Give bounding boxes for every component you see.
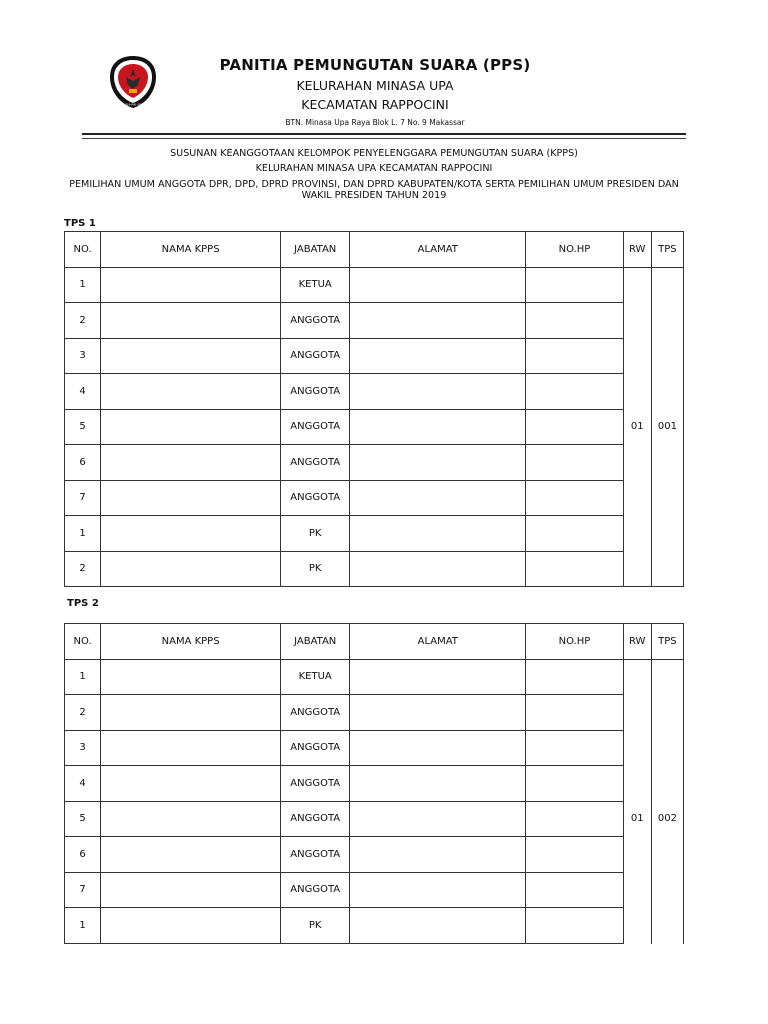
cell-alamat (350, 267, 526, 303)
cell-nama-kpps (101, 872, 281, 908)
cell-no: 2 (65, 695, 101, 731)
cell-nama-kpps (101, 338, 281, 374)
table-row (65, 730, 684, 766)
table-header-row (65, 624, 684, 660)
cell-rw: 01 (623, 267, 651, 587)
table-row (65, 267, 684, 303)
cell-alamat (350, 837, 526, 873)
cell-no: 1 (65, 659, 101, 695)
cell-nama-kpps (101, 303, 281, 339)
cell-jabatan: KETUA (281, 659, 350, 695)
cell-alamat (350, 374, 526, 410)
cell-no: 3 (65, 730, 101, 766)
cell-no-hp (526, 908, 623, 944)
col-nama-kpps-header: NAMA KPPS (101, 232, 281, 268)
cell-no-hp (526, 801, 623, 837)
table-header-row (65, 232, 684, 268)
cell-alamat (350, 551, 526, 587)
cell-no-hp (526, 409, 623, 445)
cell-alamat (350, 695, 526, 731)
tps-label: TPS 2 (67, 598, 99, 609)
cell-no-hp (526, 480, 623, 516)
cell-alamat (350, 338, 526, 374)
cell-nama-kpps (101, 730, 281, 766)
document-election-title: PEMILIHAN UMUM ANGGOTA DPR, DPD, DPRD PROVINSI, DAN DPRD KABUPATEN/KOTA SERTA PEMILIHAN UMUM PRESIDEN DAN WAKIL PRESIDEN TAHUN 2019 (69, 179, 679, 201)
col-tps-header: TPS (651, 624, 683, 660)
cell-jabatan: ANGGOTA (281, 730, 350, 766)
col-nama-kpps-header: NAMA KPPS (101, 624, 281, 660)
cell-alamat (350, 480, 526, 516)
cell-jabatan: ANGGOTA (281, 766, 350, 802)
cell-jabatan: PK (281, 516, 350, 552)
col-tps-header: TPS (651, 232, 683, 268)
letterhead-kecamatan: KECAMATAN RAPPOCINI (301, 97, 449, 112)
cell-no-hp (526, 551, 623, 587)
cell-nama-kpps (101, 659, 281, 695)
col-alamat-header: ALAMAT (350, 232, 526, 268)
cell-jabatan: ANGGOTA (281, 872, 350, 908)
letterhead-rule-thin (82, 138, 686, 139)
cell-jabatan: ANGGOTA (281, 445, 350, 481)
table-row (65, 659, 684, 695)
table-row (65, 801, 684, 837)
col-no-hp-header: NO.HP (526, 232, 623, 268)
col-no-header: NO. (65, 232, 101, 268)
col-jabatan-header: JABATAN (281, 232, 350, 268)
cell-no: 2 (65, 303, 101, 339)
cell-no: 4 (65, 766, 101, 802)
logo-text-bottom: PEMILIHAN UMUM (119, 102, 147, 107)
letterhead-kelurahan: KELURAHAN MINASA UPA (296, 78, 454, 93)
table-row (65, 374, 684, 410)
cell-no: 7 (65, 872, 101, 908)
cell-no-hp (526, 374, 623, 410)
cell-jabatan: KETUA (281, 267, 350, 303)
cell-nama-kpps (101, 837, 281, 873)
cell-no: 1 (65, 267, 101, 303)
cell-no-hp (526, 659, 623, 695)
cell-nama-kpps (101, 267, 281, 303)
cell-jabatan: ANGGOTA (281, 695, 350, 731)
table-row (65, 445, 684, 481)
cell-no-hp (526, 516, 623, 552)
cell-alamat (350, 801, 526, 837)
cell-alamat (350, 730, 526, 766)
cell-jabatan: PK (281, 551, 350, 587)
cell-no: 5 (65, 409, 101, 445)
cell-no: 7 (65, 480, 101, 516)
col-no-header: NO. (65, 624, 101, 660)
kpps-table (64, 623, 684, 979)
cell-no-hp (526, 338, 623, 374)
cell-jabatan: ANGGOTA (281, 409, 350, 445)
logo-text-top: KOMISI (127, 60, 139, 65)
cell-jabatan: ANGGOTA (281, 374, 350, 410)
letterhead-rule-thick (82, 133, 686, 135)
cell-no-hp (526, 267, 623, 303)
cell-no-hp (526, 872, 623, 908)
table-row (65, 303, 684, 339)
document-title: SUSUNAN KEANGGOTAAN KELOMPOK PENYELENGGARA PEMUNGUTAN SUARA (KPPS) (170, 148, 578, 159)
cell-nama-kpps (101, 374, 281, 410)
cell-no: 1 (65, 908, 101, 944)
cell-jabatan: ANGGOTA (281, 480, 350, 516)
col-alamat-header: ALAMAT (350, 624, 526, 660)
cell-rw: 01 (623, 659, 651, 979)
letterhead-title: PANITIA PEMUNGUTAN SUARA (PPS) (219, 56, 531, 74)
table-row (65, 766, 684, 802)
table-row (65, 872, 684, 908)
tps-label: TPS 1 (64, 218, 96, 229)
cell-no-hp (526, 730, 623, 766)
cell-jabatan: ANGGOTA (281, 338, 350, 374)
cell-no: 3 (65, 338, 101, 374)
col-jabatan-header: JABATAN (281, 624, 350, 660)
cell-jabatan: ANGGOTA (281, 837, 350, 873)
cell-tps: 001 (651, 267, 683, 587)
cell-nama-kpps (101, 516, 281, 552)
table-row (65, 837, 684, 873)
table-row (65, 516, 684, 552)
cell-no: 1 (65, 516, 101, 552)
cell-alamat (350, 409, 526, 445)
cell-nama-kpps (101, 551, 281, 587)
table-row (65, 695, 684, 731)
kpu-logo (108, 55, 158, 109)
letterhead-address: BTN. Minasa Upa Raya Blok L. 7 No. 9 Makassar (285, 118, 465, 127)
col-rw-header: RW (623, 232, 651, 268)
cell-jabatan: ANGGOTA (281, 303, 350, 339)
cell-no-hp (526, 837, 623, 873)
table-row (65, 480, 684, 516)
cell-no: 6 (65, 837, 101, 873)
cell-nama-kpps (101, 801, 281, 837)
cell-no-hp (526, 766, 623, 802)
cell-no: 5 (65, 801, 101, 837)
cell-alamat (350, 766, 526, 802)
cell-jabatan: PK (281, 908, 350, 944)
table-row (65, 338, 684, 374)
page-bottom-cutoff (62, 944, 688, 1024)
cell-no-hp (526, 303, 623, 339)
cell-alamat (350, 445, 526, 481)
cell-no: 4 (65, 374, 101, 410)
table-row (65, 551, 684, 587)
cell-alamat (350, 659, 526, 695)
cell-nama-kpps (101, 480, 281, 516)
cell-alamat (350, 908, 526, 944)
col-rw-header: RW (623, 624, 651, 660)
cell-tps: 002 (651, 659, 683, 979)
document-subtitle: KELURAHAN MINASA UPA KECAMATAN RAPPOCINI (255, 163, 493, 174)
cell-no: 2 (65, 551, 101, 587)
cell-jabatan: ANGGOTA (281, 801, 350, 837)
cell-no-hp (526, 695, 623, 731)
cell-alamat (350, 303, 526, 339)
col-no-hp-header: NO.HP (526, 624, 623, 660)
cell-alamat (350, 516, 526, 552)
cell-nama-kpps (101, 695, 281, 731)
cell-nama-kpps (101, 445, 281, 481)
kpps-table (64, 231, 684, 587)
cell-no: 6 (65, 445, 101, 481)
cell-nama-kpps (101, 409, 281, 445)
table-row (65, 409, 684, 445)
cell-alamat (350, 872, 526, 908)
cell-no-hp (526, 445, 623, 481)
cell-nama-kpps (101, 908, 281, 944)
table-row (65, 908, 684, 944)
cell-nama-kpps (101, 766, 281, 802)
